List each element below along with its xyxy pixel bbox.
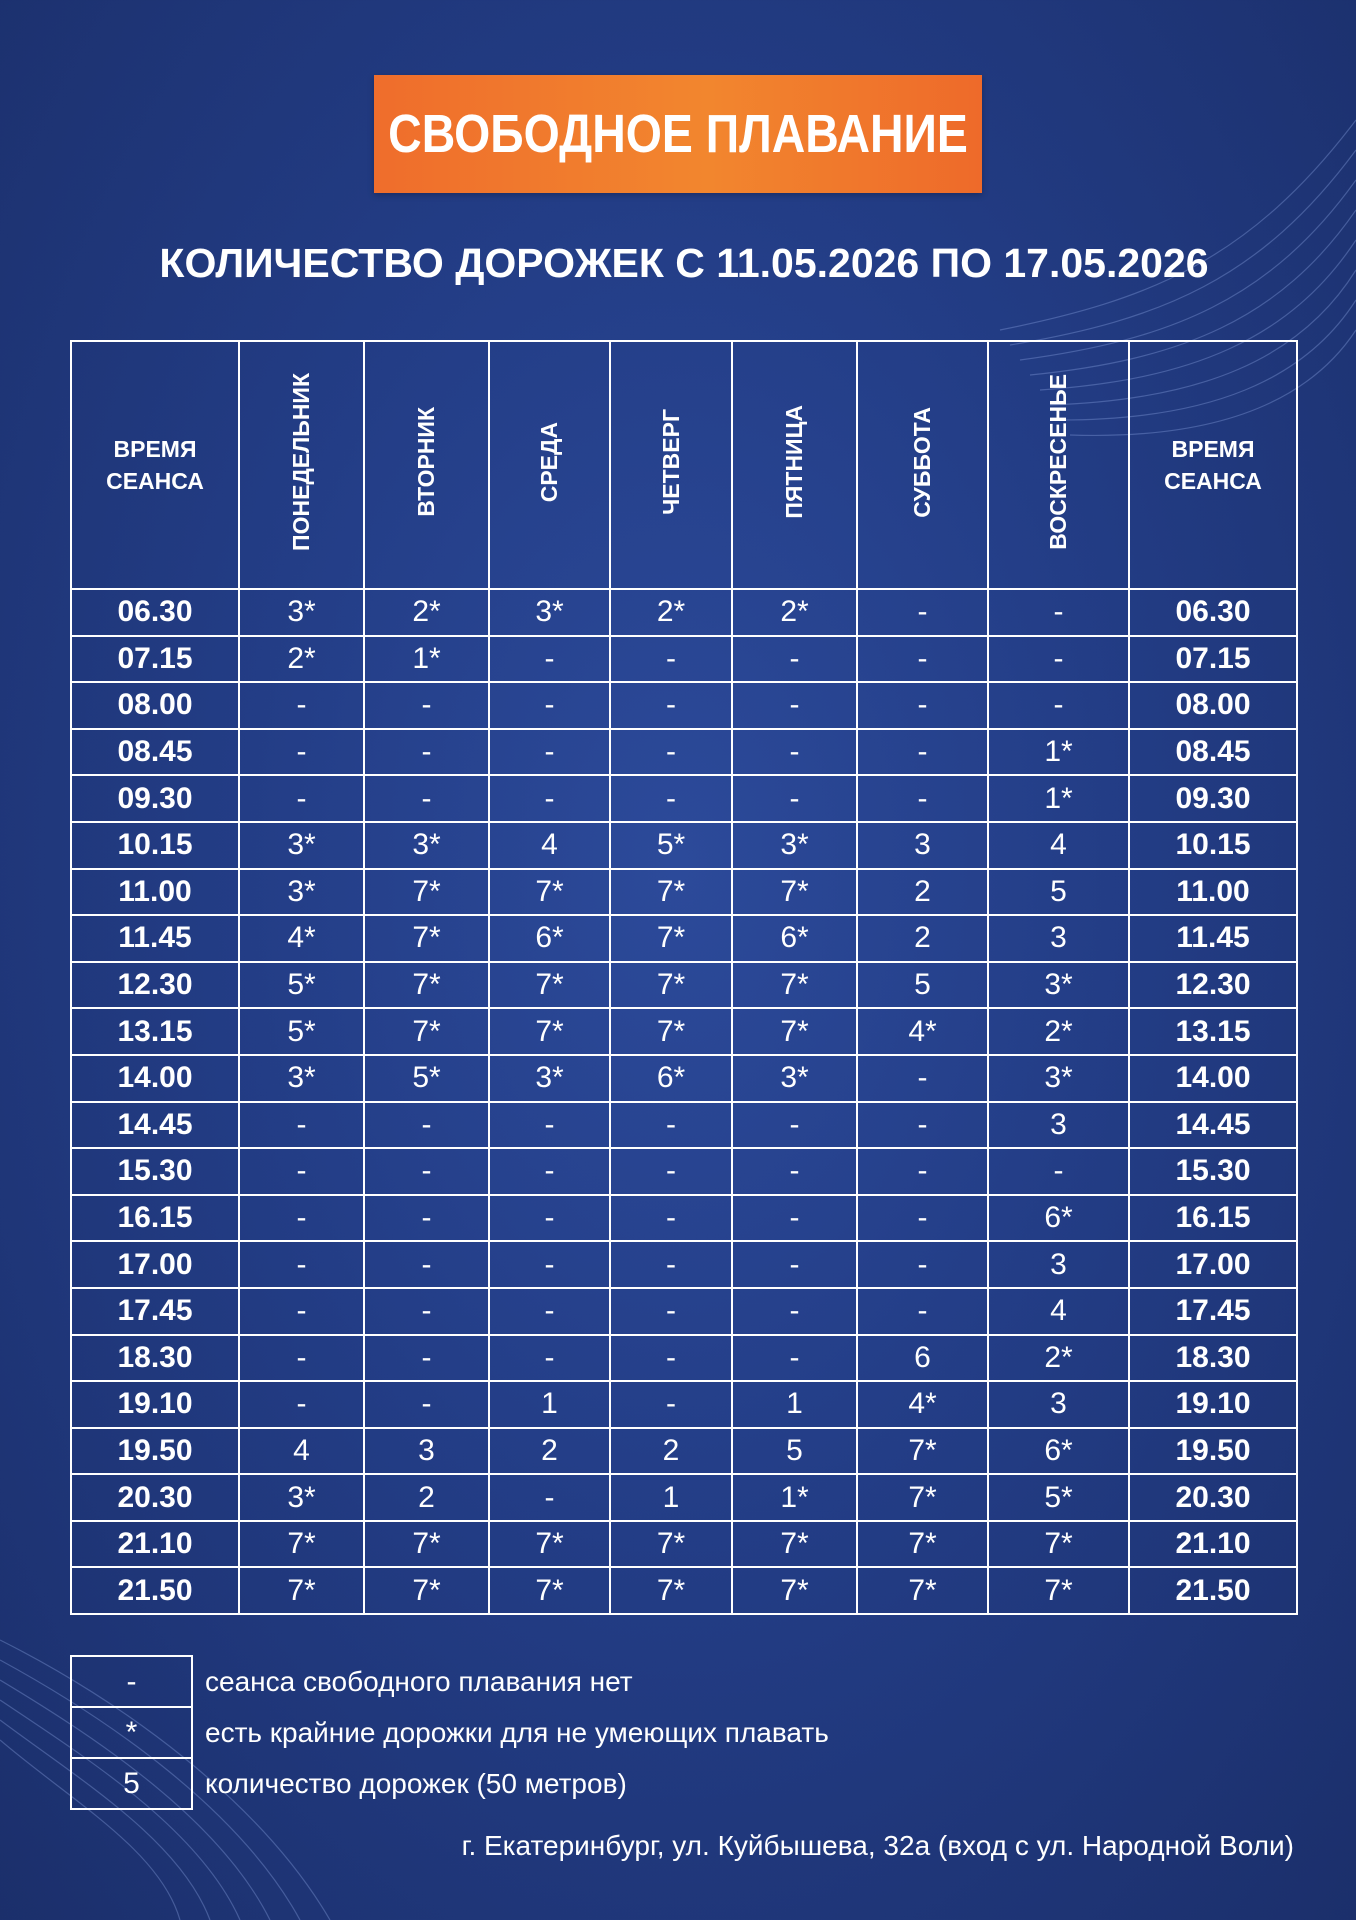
lane-count-cell: - — [239, 1288, 364, 1335]
day-header-tuesday — [364, 341, 489, 589]
lane-count-cell: 2 — [857, 869, 988, 916]
lane-count-cell: 2* — [239, 636, 364, 683]
lane-count-cell: - — [610, 1195, 732, 1242]
lane-count-cell: 7* — [364, 1008, 489, 1055]
lane-count-cell: 3* — [489, 589, 610, 636]
lane-count-cell: 4* — [857, 1008, 988, 1055]
lane-count-cell: 6* — [988, 1428, 1129, 1475]
title-banner — [374, 75, 982, 193]
session-time-right: 19.10 — [1129, 1381, 1297, 1428]
lane-count-cell: 1* — [988, 775, 1129, 822]
lane-count-cell: 7* — [988, 1521, 1129, 1568]
day-header-wednesday — [489, 341, 610, 589]
session-time-right: 08.45 — [1129, 729, 1297, 776]
lane-count-cell: 1* — [732, 1474, 857, 1521]
lane-count-cell: 7* — [610, 1521, 732, 1568]
lane-count-cell: - — [732, 775, 857, 822]
lane-count-cell: 6* — [732, 915, 857, 962]
lane-count-cell: 3 — [364, 1428, 489, 1475]
day-header-saturday — [857, 341, 988, 589]
legend-description: сеанса свободного плавания нет — [205, 1665, 633, 1697]
table-row — [71, 869, 1297, 916]
day-label: ВТОРНИК — [413, 407, 439, 517]
lane-count-cell: 2* — [988, 1335, 1129, 1382]
table-row — [71, 1335, 1297, 1382]
lane-count-cell: 5* — [364, 1055, 489, 1102]
lane-count-cell: 3 — [988, 1381, 1129, 1428]
lane-count-cell: 5 — [988, 869, 1129, 916]
session-time-left: 11.00 — [71, 869, 239, 916]
lane-count-cell: 2* — [988, 1008, 1129, 1055]
session-time-right: 11.45 — [1129, 915, 1297, 962]
table-row — [71, 822, 1297, 869]
session-time-right: 11.00 — [1129, 869, 1297, 916]
schedule-table — [70, 340, 1298, 1615]
lane-count-cell: 7* — [239, 1521, 364, 1568]
lane-count-cell: 7* — [610, 1008, 732, 1055]
day-header-friday — [732, 341, 857, 589]
page-subtitle: КОЛИЧЕСТВО ДОРОЖЕК С 11.05.2026 ПО 17.05.2026 — [159, 240, 1209, 286]
lane-count-cell: 5* — [988, 1474, 1129, 1521]
session-time-left: 17.00 — [71, 1241, 239, 1288]
lane-count-cell: - — [489, 1288, 610, 1335]
session-time-left: 17.45 — [71, 1288, 239, 1335]
lane-count-cell: 7* — [857, 1428, 988, 1475]
table-row — [71, 1381, 1297, 1428]
session-time-right: 06.30 — [1129, 589, 1297, 636]
lane-count-cell: 7* — [364, 915, 489, 962]
lane-count-cell: 6* — [988, 1195, 1129, 1242]
time-column-header-right — [1129, 341, 1297, 589]
time-header-line2: СЕАНСА — [106, 468, 204, 494]
lane-count-cell: - — [857, 729, 988, 776]
session-time-right: 19.50 — [1129, 1428, 1297, 1475]
lane-count-cell: 5* — [610, 822, 732, 869]
lane-count-cell: - — [610, 682, 732, 729]
session-time-right: 07.15 — [1129, 636, 1297, 683]
lane-count-cell: - — [732, 1288, 857, 1335]
lane-count-cell: 2* — [732, 589, 857, 636]
lane-count-cell: 6* — [610, 1055, 732, 1102]
lane-count-cell: 3 — [988, 1102, 1129, 1149]
session-time-left: 13.15 — [71, 1008, 239, 1055]
lane-count-cell: 7* — [610, 962, 732, 1009]
lane-count-cell: - — [489, 1195, 610, 1242]
lane-count-cell: - — [988, 589, 1129, 636]
lane-count-cell: - — [988, 636, 1129, 683]
session-time-left: 19.10 — [71, 1381, 239, 1428]
session-time-right: 21.10 — [1129, 1521, 1297, 1568]
lane-count-cell: - — [239, 775, 364, 822]
table-row — [71, 775, 1297, 822]
lane-count-cell: - — [732, 636, 857, 683]
session-time-right: 12.30 — [1129, 962, 1297, 1009]
table-row — [71, 1474, 1297, 1521]
legend-description: есть крайние дорожки для не умеющих плавать — [205, 1716, 829, 1748]
lane-count-cell: 7* — [489, 962, 610, 1009]
lane-count-cell: - — [489, 1102, 610, 1149]
lane-count-cell: 3 — [988, 1241, 1129, 1288]
lane-count-cell: - — [489, 775, 610, 822]
lane-count-cell: 2* — [610, 589, 732, 636]
lane-count-cell: - — [857, 1288, 988, 1335]
session-time-right: 16.15 — [1129, 1195, 1297, 1242]
session-time-left: 08.00 — [71, 682, 239, 729]
lane-count-cell: - — [364, 1148, 489, 1195]
table-row — [71, 962, 1297, 1009]
legend-symbol: 5 — [71, 1758, 192, 1809]
table-row — [71, 1102, 1297, 1149]
lane-count-cell: - — [857, 775, 988, 822]
lane-count-cell: 7* — [857, 1521, 988, 1568]
session-time-left: 21.50 — [71, 1567, 239, 1614]
lane-count-cell: - — [610, 1381, 732, 1428]
session-time-right: 15.30 — [1129, 1148, 1297, 1195]
time-column-header-left — [71, 341, 239, 589]
lane-count-cell: - — [364, 775, 489, 822]
lane-count-cell: - — [489, 1474, 610, 1521]
lane-count-cell: - — [857, 1055, 988, 1102]
lane-count-cell: 1* — [364, 636, 489, 683]
lane-count-cell: - — [489, 636, 610, 683]
lane-count-cell: 7* — [732, 1008, 857, 1055]
lane-count-cell: - — [239, 1102, 364, 1149]
lane-count-cell: 3* — [489, 1055, 610, 1102]
session-time-right: 14.00 — [1129, 1055, 1297, 1102]
lane-count-cell: 7* — [489, 1521, 610, 1568]
lane-count-cell: - — [239, 1241, 364, 1288]
lane-count-cell: - — [364, 682, 489, 729]
day-label: СУББОТА — [909, 406, 935, 518]
lane-count-cell: 7* — [732, 1567, 857, 1614]
lane-count-cell: - — [610, 1335, 732, 1382]
lane-count-cell: 2 — [489, 1428, 610, 1475]
legend-symbol: * — [71, 1707, 192, 1758]
lane-count-cell: 3* — [988, 962, 1129, 1009]
lane-count-cell: - — [857, 682, 988, 729]
lane-count-cell: - — [610, 775, 732, 822]
session-time-right: 10.15 — [1129, 822, 1297, 869]
time-header-line2: СЕАНСА — [1164, 468, 1262, 494]
session-time-left: 07.15 — [71, 636, 239, 683]
legend-row — [71, 1758, 831, 1809]
session-time-left: 08.45 — [71, 729, 239, 776]
lane-count-cell: 7* — [988, 1567, 1129, 1614]
day-header-sunday — [988, 341, 1129, 589]
lane-count-cell: 7* — [364, 1567, 489, 1614]
table-header-row — [71, 341, 1297, 589]
session-time-right: 09.30 — [1129, 775, 1297, 822]
lane-count-cell: 5* — [239, 1008, 364, 1055]
legend-row — [71, 1656, 831, 1707]
lane-count-cell: 3 — [857, 822, 988, 869]
session-time-left: 19.50 — [71, 1428, 239, 1475]
schedule-body — [71, 589, 1297, 1614]
lane-count-cell: - — [857, 636, 988, 683]
lane-count-cell: 4 — [988, 822, 1129, 869]
lane-count-cell: 2 — [364, 1474, 489, 1521]
lane-count-cell: 7* — [364, 869, 489, 916]
lane-count-cell: 7* — [610, 869, 732, 916]
lane-count-cell: 7* — [857, 1474, 988, 1521]
session-time-left: 18.30 — [71, 1335, 239, 1382]
time-header-line1: ВРЕМЯ — [1171, 436, 1255, 462]
lane-count-cell: 5* — [239, 962, 364, 1009]
session-time-right: 13.15 — [1129, 1008, 1297, 1055]
lane-count-cell: 7* — [610, 915, 732, 962]
day-label: ВОСКРЕСЕНЬЕ — [1045, 374, 1071, 550]
lane-count-cell: - — [239, 1195, 364, 1242]
session-time-right: 17.45 — [1129, 1288, 1297, 1335]
lane-count-cell: - — [364, 1195, 489, 1242]
table-row — [71, 915, 1297, 962]
lane-count-cell: 7* — [610, 1567, 732, 1614]
lane-count-cell: - — [732, 1148, 857, 1195]
session-time-left: 12.30 — [71, 962, 239, 1009]
table-row — [71, 1428, 1297, 1475]
lane-count-cell: - — [610, 1148, 732, 1195]
lane-count-cell: - — [857, 589, 988, 636]
session-time-left: 16.15 — [71, 1195, 239, 1242]
table-row — [71, 729, 1297, 776]
lane-count-cell: - — [489, 1148, 610, 1195]
lane-count-cell: - — [732, 1241, 857, 1288]
lane-count-cell: - — [988, 682, 1129, 729]
lane-count-cell: 3* — [239, 1055, 364, 1102]
lane-count-cell: - — [239, 682, 364, 729]
session-time-left: 11.45 — [71, 915, 239, 962]
session-time-right: 17.00 — [1129, 1241, 1297, 1288]
day-label: ПОНЕДЕЛЬНИК — [288, 373, 314, 551]
lane-count-cell: 7* — [239, 1567, 364, 1614]
table-row — [71, 1055, 1297, 1102]
table-row — [71, 1288, 1297, 1335]
lane-count-cell: 6* — [489, 915, 610, 962]
table-row — [71, 1567, 1297, 1614]
lane-count-cell: - — [239, 1335, 364, 1382]
lane-count-cell: 3* — [988, 1055, 1129, 1102]
lane-count-cell: - — [857, 1102, 988, 1149]
table-row — [71, 1148, 1297, 1195]
session-time-right: 14.45 — [1129, 1102, 1297, 1149]
lane-count-cell: 2* — [364, 589, 489, 636]
lane-count-cell: - — [489, 1335, 610, 1382]
lane-count-cell: 7* — [732, 962, 857, 1009]
lane-count-cell: - — [489, 682, 610, 729]
table-row — [71, 1521, 1297, 1568]
lane-count-cell: - — [732, 1335, 857, 1382]
lane-count-cell: - — [610, 1288, 732, 1335]
session-time-right: 21.50 — [1129, 1567, 1297, 1614]
lane-count-cell: 3* — [732, 1055, 857, 1102]
lane-count-cell: - — [239, 1148, 364, 1195]
lane-count-cell: - — [732, 729, 857, 776]
lane-count-cell: 4* — [857, 1381, 988, 1428]
lane-count-cell: 3* — [239, 1474, 364, 1521]
lane-count-cell: - — [489, 1241, 610, 1288]
lane-count-cell: - — [610, 1102, 732, 1149]
lane-count-cell: - — [610, 1241, 732, 1288]
session-time-left: 09.30 — [71, 775, 239, 822]
lane-count-cell: 5 — [857, 962, 988, 1009]
table-row — [71, 636, 1297, 683]
lane-count-cell: 4* — [239, 915, 364, 962]
legend-row — [71, 1707, 831, 1758]
lane-count-cell: 4 — [489, 822, 610, 869]
lane-count-cell: 2 — [857, 915, 988, 962]
lane-count-cell: - — [489, 729, 610, 776]
lane-count-cell: 3* — [239, 869, 364, 916]
lane-count-cell: 1* — [988, 729, 1129, 776]
lane-count-cell: - — [364, 729, 489, 776]
session-time-left: 06.30 — [71, 589, 239, 636]
table-row — [71, 1195, 1297, 1242]
lane-count-cell: - — [610, 636, 732, 683]
lane-count-cell: 5 — [732, 1428, 857, 1475]
lane-count-cell: 7* — [732, 869, 857, 916]
session-time-right: 08.00 — [1129, 682, 1297, 729]
session-time-right: 20.30 — [1129, 1474, 1297, 1521]
lane-count-cell: - — [988, 1148, 1129, 1195]
session-time-left: 14.00 — [71, 1055, 239, 1102]
lane-count-cell: - — [732, 1102, 857, 1149]
lane-count-cell: - — [857, 1241, 988, 1288]
session-time-right: 18.30 — [1129, 1335, 1297, 1382]
lane-count-cell: 7* — [364, 1521, 489, 1568]
legend-description: количество дорожек (50 метров) — [205, 1767, 627, 1799]
lane-count-cell: - — [364, 1288, 489, 1335]
lane-count-cell: 7* — [732, 1521, 857, 1568]
lane-count-cell: 7* — [489, 869, 610, 916]
lane-count-cell: 7* — [857, 1567, 988, 1614]
lane-count-cell: - — [364, 1102, 489, 1149]
lane-count-cell: 1 — [489, 1381, 610, 1428]
lane-count-cell: 1 — [732, 1381, 857, 1428]
day-label: ЧЕТВЕРГ — [657, 409, 684, 515]
lane-count-cell: 3* — [239, 589, 364, 636]
day-header-monday — [239, 341, 364, 589]
day-label: СРЕДА — [536, 421, 562, 503]
lane-count-cell: - — [857, 1148, 988, 1195]
lane-count-cell: - — [239, 1381, 364, 1428]
lane-count-cell: - — [732, 682, 857, 729]
lane-count-cell: 4 — [239, 1428, 364, 1475]
table-row — [71, 1241, 1297, 1288]
lane-count-cell: - — [239, 729, 364, 776]
session-time-left: 20.30 — [71, 1474, 239, 1521]
lane-count-cell: - — [732, 1195, 857, 1242]
table-row — [71, 682, 1297, 729]
lane-count-cell: 7* — [489, 1008, 610, 1055]
session-time-left: 21.10 — [71, 1521, 239, 1568]
session-time-left: 14.45 — [71, 1102, 239, 1149]
address: г. Екатеринбург, ул. Куйбышева, 32а (вход с ул. Народной Воли) — [461, 1830, 1294, 1861]
session-time-left: 10.15 — [71, 822, 239, 869]
lane-count-cell: 1 — [610, 1474, 732, 1521]
lane-count-cell: 3* — [732, 822, 857, 869]
lane-count-cell: - — [857, 1195, 988, 1242]
table-row — [71, 589, 1297, 636]
lane-count-cell: - — [364, 1241, 489, 1288]
lane-count-cell: 6 — [857, 1335, 988, 1382]
day-label: ПЯТНИЦА — [781, 405, 807, 519]
lane-count-cell: 2 — [610, 1428, 732, 1475]
lane-count-cell: - — [364, 1335, 489, 1382]
lane-count-cell: 3* — [364, 822, 489, 869]
day-header-thursday — [610, 341, 732, 589]
lane-count-cell: 7* — [364, 962, 489, 1009]
table-row — [71, 1008, 1297, 1055]
legend-symbol: - — [71, 1656, 192, 1707]
lane-count-cell: - — [364, 1381, 489, 1428]
banner-title: СВОБОДНОЕ ПЛАВАНИЕ — [388, 104, 968, 164]
time-header-line1: ВРЕМЯ — [113, 436, 197, 462]
legend — [70, 1655, 832, 1810]
session-time-left: 15.30 — [71, 1148, 239, 1195]
lane-count-cell: 7* — [489, 1567, 610, 1614]
lane-count-cell: 4 — [988, 1288, 1129, 1335]
lane-count-cell: 3* — [239, 822, 364, 869]
lane-count-cell: - — [610, 729, 732, 776]
lane-count-cell: 3 — [988, 915, 1129, 962]
